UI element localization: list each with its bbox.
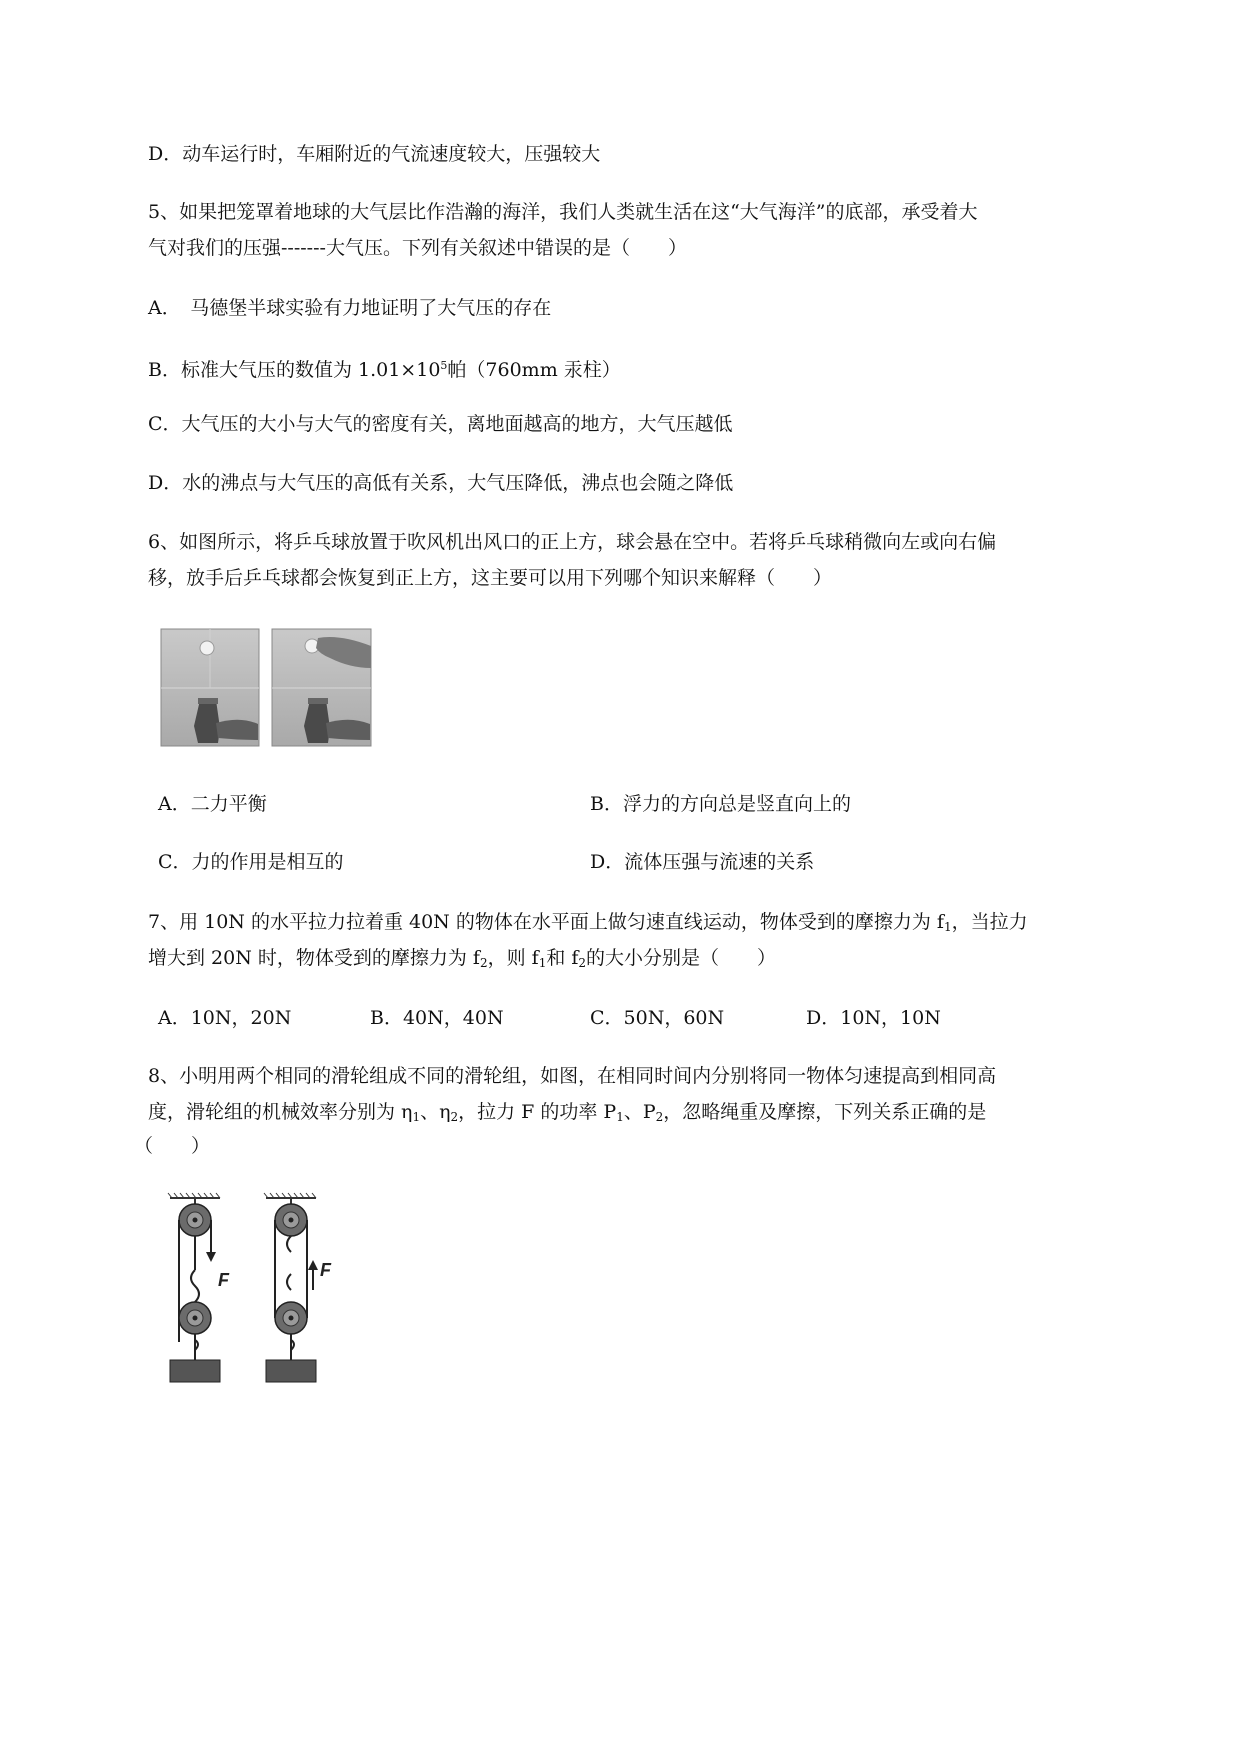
q7-option-d: D．10N，10N xyxy=(806,1007,941,1029)
q5-option-a: A． 马德堡半球实验有力地证明了大气压的存在 xyxy=(148,297,552,319)
pulley-system-right xyxy=(264,1193,332,1382)
q7-stem-line-1: 7、用 10N 的水平拉力拉着重 40N 的物体在水平面上做匀速直线运动，物体受到的摩擦力为 $f_1$，当拉力 xyxy=(148,911,1028,934)
q5-option-c: C．大气压的大小与大气的密度有关，离地面越高的地方，大气压越低 xyxy=(148,413,733,435)
q8-stem-line-3: （ ） xyxy=(134,1135,211,1157)
q6-hairdryer-figure xyxy=(160,628,375,748)
q7-stem-line-2: 增大到 20N 时，物体受到的摩擦力为 $f_2$，则 $f_1$和 $f_2$的大小分别是（ ） xyxy=(148,947,777,970)
photo-ball-released-by-hand xyxy=(272,629,371,746)
force-label-left: F xyxy=(218,1270,229,1290)
q5-option-d: D．水的沸点与大气压的高低有关系，大气压降低，沸点也会随之降低 xyxy=(148,472,734,494)
q4-option-d: D．动车运行时，车厢附近的气流速度较大，压强较大 xyxy=(148,143,601,165)
q7-option-c: C．50N，60N xyxy=(590,1007,725,1029)
q8-pulley-figure xyxy=(160,1190,360,1385)
q6-option-b: B．浮力的方向总是竖直向上的 xyxy=(590,793,851,815)
photo-ball-floating xyxy=(161,629,259,746)
force-label-right: F xyxy=(320,1260,331,1280)
q5-option-b: B．标准大气压的数值为 $1.01\times 10^5$帕（760mm 汞柱） xyxy=(148,359,621,381)
q5-stem-line-2: 气对我们的压强-------大气压。下列有关叙述中错误的是（ ） xyxy=(148,237,687,259)
q6-stem-line-1: 6、如图所示，将乒乓球放置于吹风机出风口的正上方，球会悬在空中。若将乒乓球稍微向左或向右偏 xyxy=(148,531,997,553)
q7-option-a: A．10N，20N xyxy=(158,1007,292,1029)
q5-stem-line-1: 5、如果把笼罩着地球的大气层比作浩瀚的海洋，我们人类就生活在这“大气海洋”的底部，承受着大 xyxy=(148,201,978,223)
q6-stem-line-2: 移，放手后乒乓球都会恢复到正上方，这主要可以用下列哪个知识来解释（ ） xyxy=(148,567,833,589)
q7-option-b: B．40N，40N xyxy=(370,1007,504,1029)
q6-option-d: D．流体压强与流速的关系 xyxy=(590,851,815,873)
q6-option-c: C．力的作用是相互的 xyxy=(158,851,344,873)
pulley-system-left xyxy=(168,1193,230,1382)
q8-stem-line-2: 度，滑轮组的机械效率分别为 $\eta_1$、$\eta_2$，拉力 F 的功率 $P_1$、$P_2$，忽略绳重及摩擦，下列关系正确的是 xyxy=(148,1101,987,1124)
q6-option-a: A．二力平衡 xyxy=(158,793,267,815)
q8-stem-line-1: 8、小明用两个相同的滑轮组成不同的滑轮组，如图，在相同时间内分别将同一物体匀速提高到相同高 xyxy=(148,1065,997,1087)
